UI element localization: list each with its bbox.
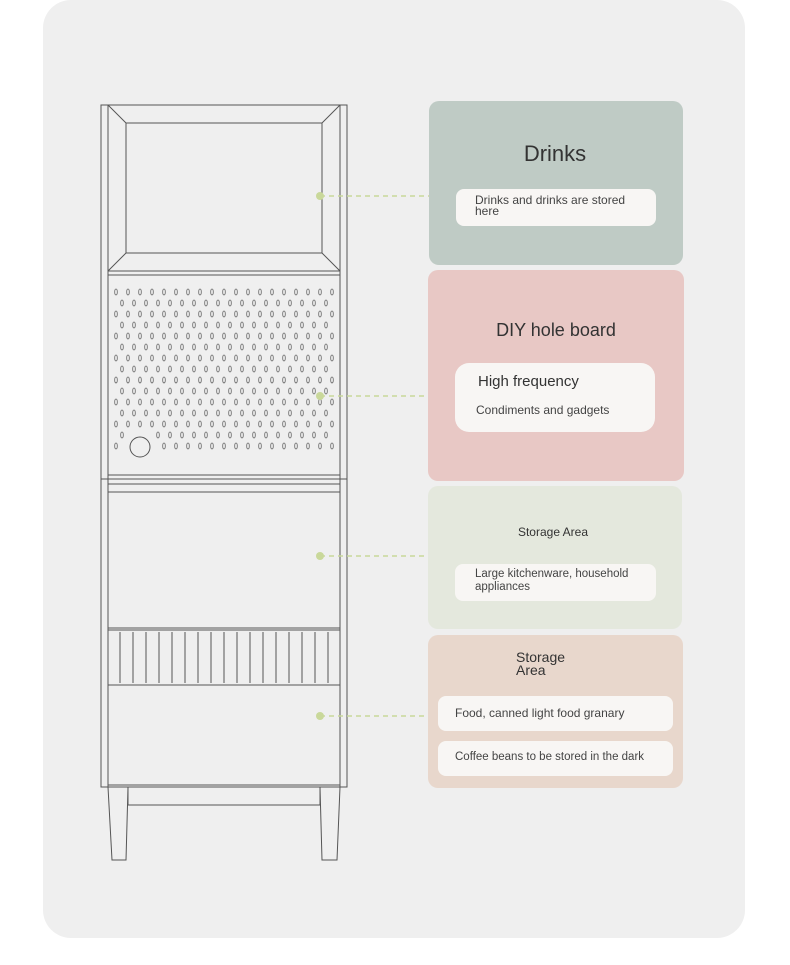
storage-title: Storage Area [517, 525, 589, 539]
lower-storage-card [428, 635, 683, 788]
hole-board-description: Condiments and gadgets [476, 403, 610, 417]
connector-dot [316, 552, 324, 560]
drinks-description: Drinks and drinks are stored here [475, 193, 626, 218]
hole-board-card [428, 270, 684, 481]
lower-storage-title: Storage Area [516, 649, 566, 678]
connector-dot [316, 192, 324, 200]
lower-storage-item-2: Coffee beans to be stored in the dark [455, 751, 645, 763]
drinks-description-pill [456, 189, 656, 226]
storage-card [428, 486, 682, 629]
connector-dot [316, 392, 324, 400]
lower-storage-item-1-pill [438, 696, 673, 731]
storage-description-pill [455, 564, 656, 601]
lower-storage-item-1: Food, canned light food granary [455, 706, 625, 720]
drinks-title: Drinks [523, 141, 587, 166]
hole-board-subtitle: High frequency [478, 373, 579, 390]
connector-dot [316, 712, 324, 720]
drinks-card [429, 101, 683, 265]
hole-board-pill [455, 363, 655, 432]
storage-description: Large kitchenware, household appliances [475, 568, 629, 593]
hole-board-title: DIY hole board [496, 320, 616, 340]
lower-storage-item-2-pill [438, 741, 673, 776]
